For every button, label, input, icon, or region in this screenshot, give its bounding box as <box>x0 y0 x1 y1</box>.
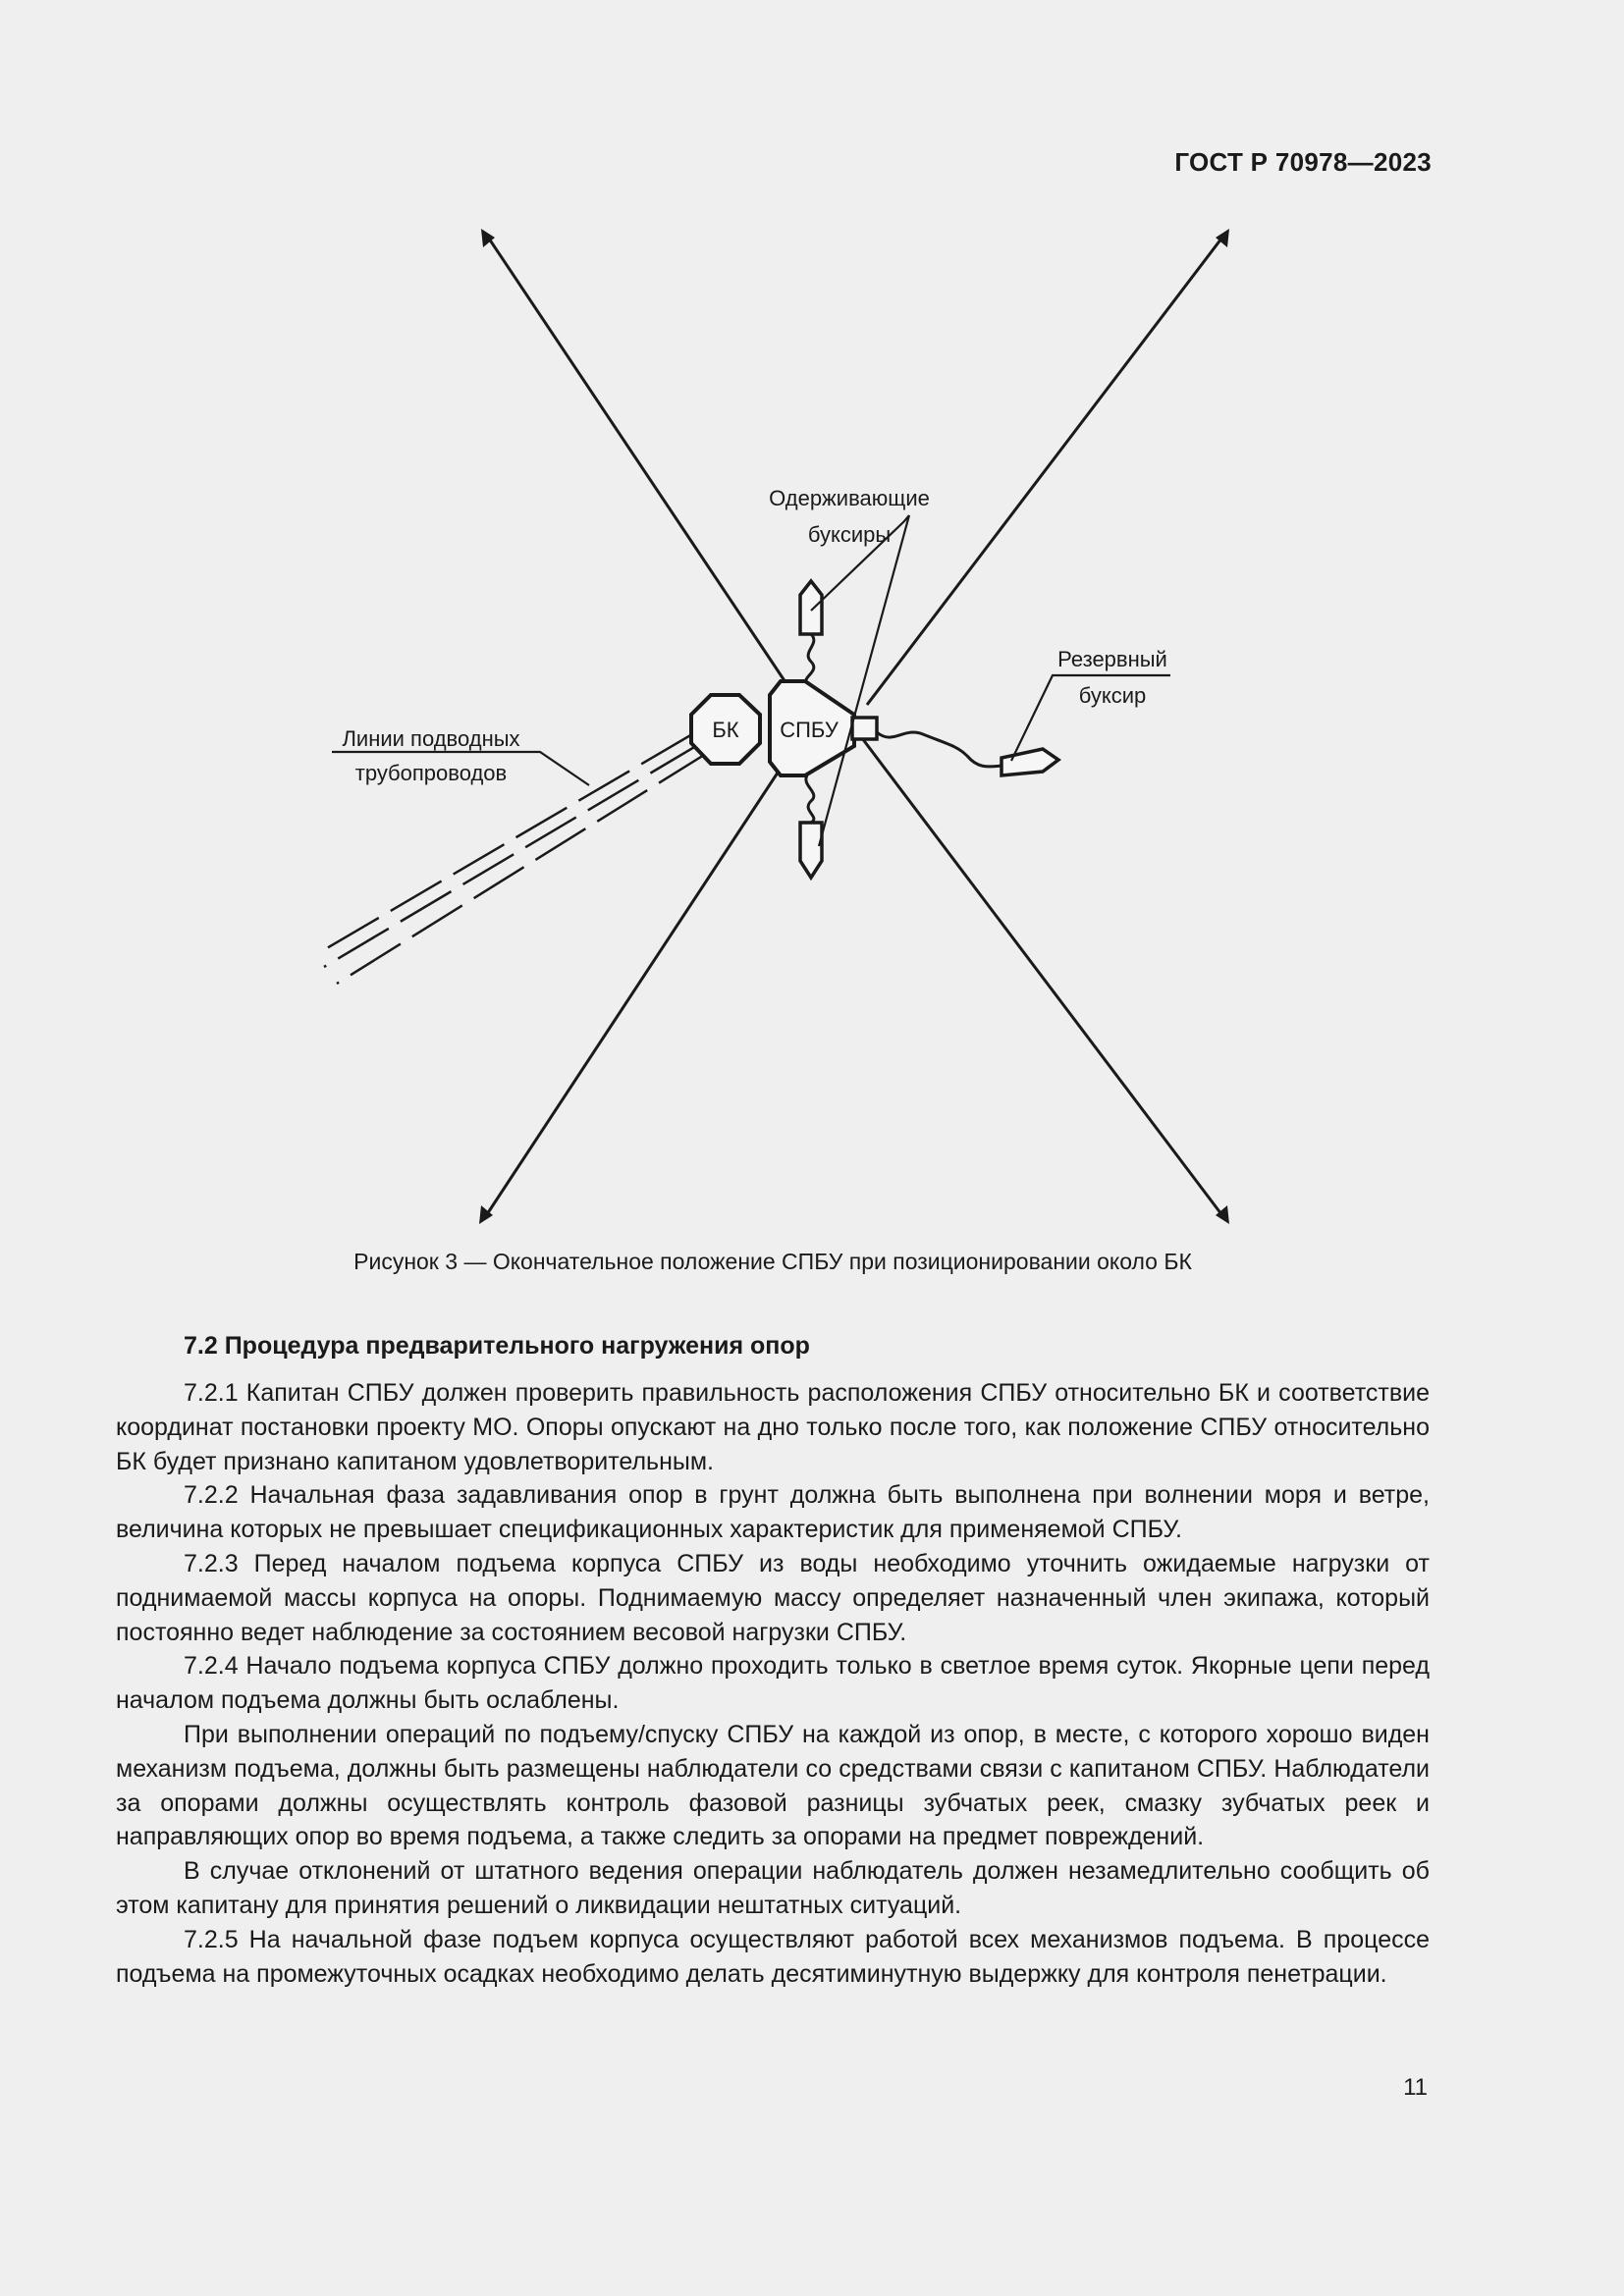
leader-holding-tugs-bottom <box>819 515 909 846</box>
reserve-tug <box>1001 749 1058 775</box>
paragraph-7-2-5: 7.2.5 На начальной фазе подъем корпуса осуществляют работой всех механизмов подъема. В процессе подъема на промежуточных осадках необходимо делать десятиминутную выдержку для контроля пенетрации. <box>116 1925 1430 1988</box>
towline-bottom <box>806 775 814 823</box>
anchor-line-ne <box>867 239 1221 705</box>
holding-tugs-label-line1: Одерживающие <box>769 486 930 510</box>
paragraph-deviations: В случае отклонений от штатного ведения операции наблюдатель должен незамедлительно сообщить об этом капитану для принятия решений о ликвидации нештатных ситуаций. <box>116 1857 1430 1919</box>
spbu-bow <box>852 718 877 739</box>
holding-tug-bottom <box>800 823 822 878</box>
pipelines-label-line1: Линии подводных <box>342 726 520 751</box>
figure-caption: Рисунок 3 — Окончательное положение СПБУ при позиционировании около БК <box>353 1249 1192 1274</box>
standard-code: ГОСТ Р 70978—2023 <box>1174 147 1432 177</box>
holding-tugs-label-line2: буксиры <box>807 522 892 547</box>
page-number: 11 <box>1403 2074 1428 2101</box>
paragraph-7-2-3: 7.2.3 Перед началом подъема корпуса СПБУ из воды необходимо уточнить ожидаемые нагрузки от поднимаемой массы корпуса на опоры. Поднимаемую массу определяет назначенный член экипажа, который постоянно ведет наблюдение за состоянием весовой нагрузки СПБУ. <box>116 1549 1430 1646</box>
anchor-line-nw <box>489 239 785 682</box>
holding-tug-top <box>800 581 822 634</box>
section-heading: 7.2 Процедура предварительного нагружения опор <box>184 1332 810 1360</box>
paragraph-7-2-1: 7.2.1 Капитан СПБУ должен проверить правильность расположения СПБУ относительно БК и соответствие координат постановки проекту МО. Опоры опускают на дно только после того, как положение СПБУ относительно БК будет признано капитаном удовлетворительным. <box>116 1379 1430 1475</box>
anchor-line-se <box>862 738 1221 1214</box>
reserve-tug-label-line1: Резервный <box>1057 647 1167 671</box>
spbu-label: СПБУ <box>780 718 839 742</box>
towline-reserve <box>877 732 1001 767</box>
reserve-tug-label-line2: буксир <box>1078 683 1147 708</box>
body-text <box>116 1376 1430 1991</box>
paragraph-7-2-2: 7.2.2 Начальная фаза задавливания опор в грунт должна быть выполнена при волнении моря и ветре, величина которых не превышает спецификационных характеристик для применяемой СПБУ. <box>116 1481 1430 1544</box>
towline-top <box>806 634 814 683</box>
bk-label: БК <box>712 718 739 742</box>
paragraph-observers: При выполнении операций по подъему/спуску СПБУ на каждой из опор, в месте, с которого хорошо виден механизм подъема, должны быть размещены наблюдатели со средствами связи с капитаном СПБУ. Наблюдатели за опорами должны осуществлять контроль фазовой разницы зубчатых реек, смазку зубчатых реек и направляющих опор во время подъема, а также следить за опорами на предмет повреждений. <box>116 1720 1430 1851</box>
pipelines-label-line2: трубопроводов <box>354 761 508 785</box>
paragraph-7-2-4: 7.2.4 Начало подъема корпуса СПБУ должно проходить только в светлое время суток. Якорные цепи перед началом подъема должны быть ослаблены. <box>116 1652 1430 1715</box>
